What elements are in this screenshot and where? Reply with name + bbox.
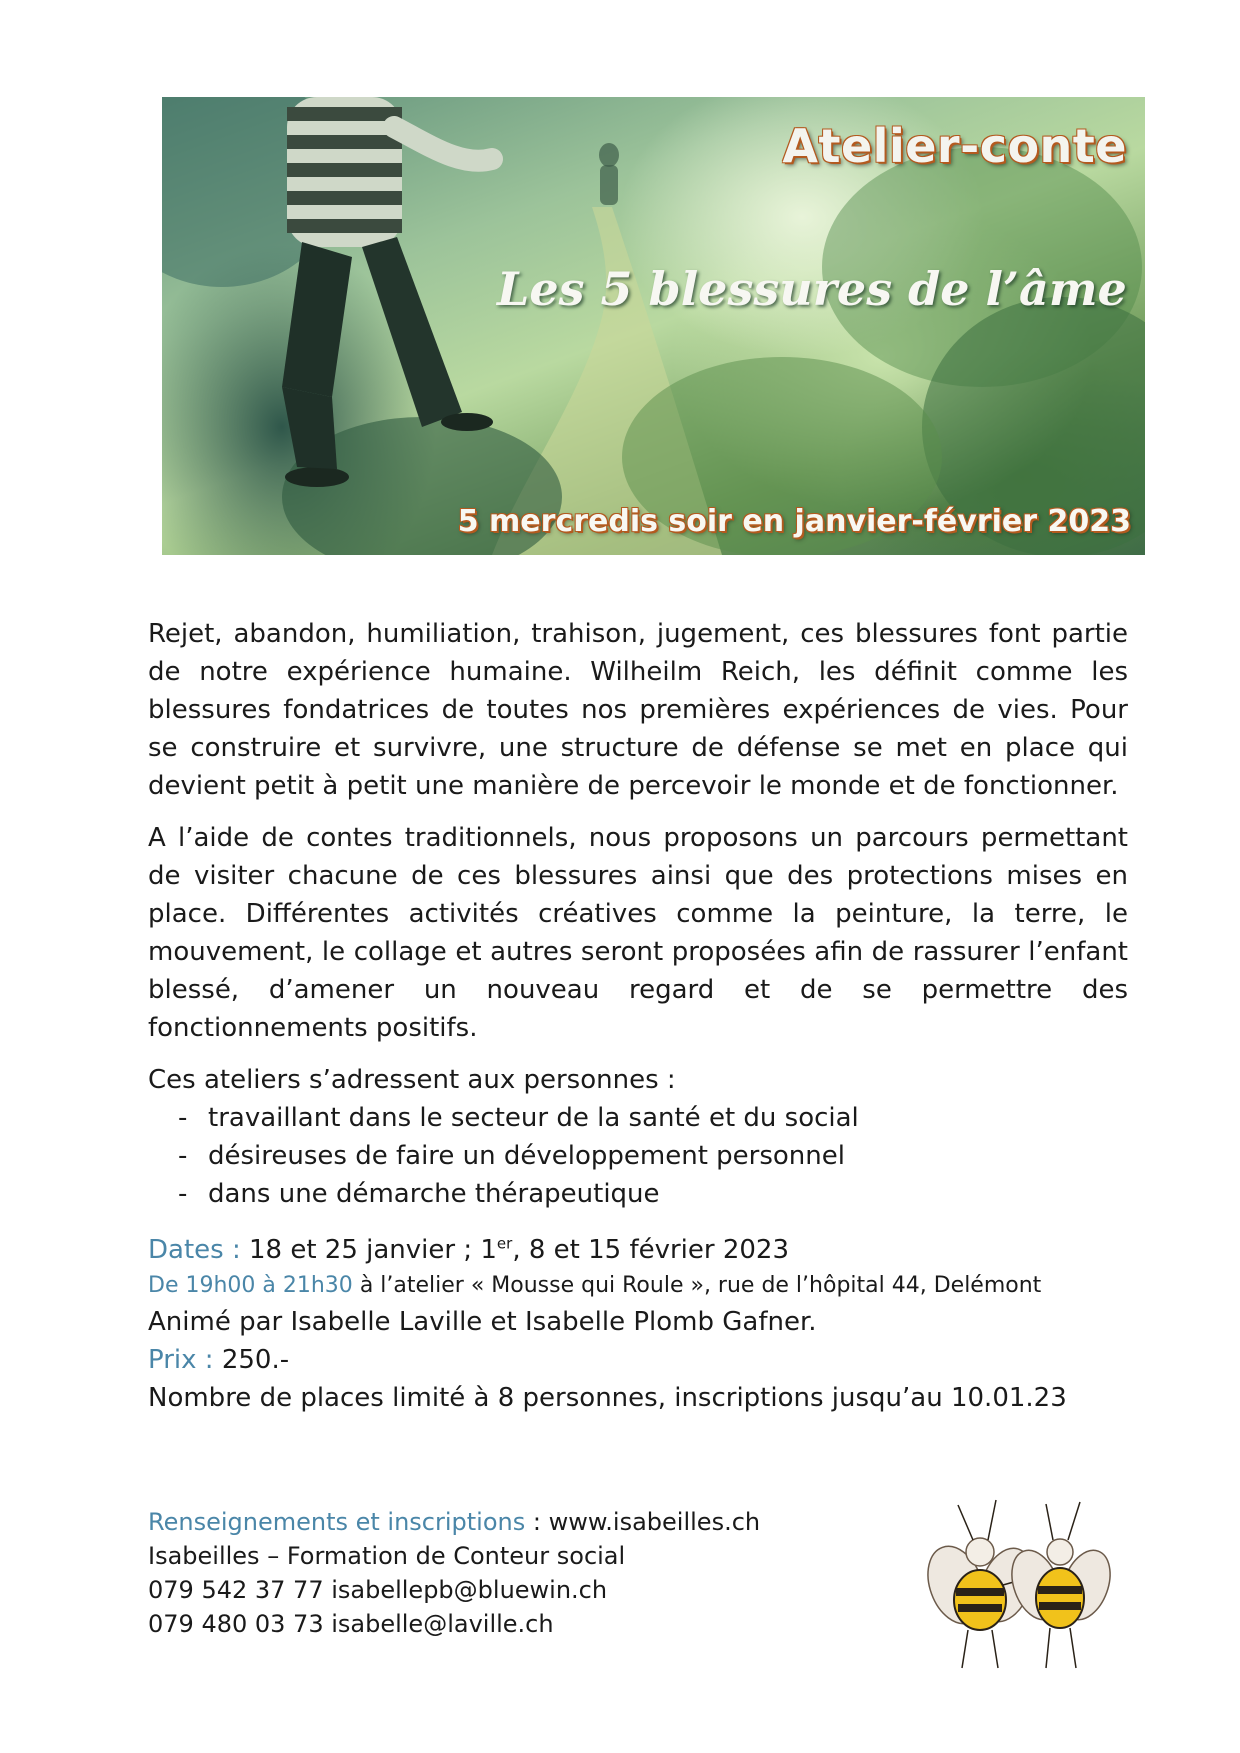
banner-subtitle: Les 5 blessures de l’âme: [497, 262, 1127, 316]
intro-paragraph-1: Rejet, abandon, humiliation, trahison, jugement, ces blessures font partie de notre expérience humaine. Wilheilm Reich, les définit comme les blessures fondatrices de toutes nos premières expériences de vies. Pour se construire et survivre, une structure de défense se met en place qui devient petit à petit une manière de percevoir le monde et de fonctionner.: [148, 619, 1128, 801]
intro-paragraph-2: A l’aide de contes traditionnels, nous proposons un parcours permettant de visiter chacune de ces blessures ainsi que des protections mises en place. Différentes activités créatives comme la peinture, la terre, le mouvement, le collage et autres seront proposées afin de rassurer l’enfant blessé, d’amener un nouveau regard et de se permettre des fonctionnements positifs.: [148, 823, 1128, 1043]
main-content: [148, 615, 1128, 1417]
bees-illustration: [918, 1490, 1118, 1680]
time-venue-line: [148, 1269, 1128, 1303]
contact-line-2: 079 480 03 73 isabelle@laville.ch: [148, 1610, 554, 1638]
dates-part1: 18 et 25 janvier ; 1: [248, 1235, 497, 1265]
event-details: [148, 1231, 1128, 1417]
dates-superscript: er: [496, 1234, 513, 1253]
price-line: [148, 1341, 1128, 1379]
website-link[interactable]: : www.isabeilles.ch: [532, 1508, 761, 1536]
organization: Isabeilles – Formation de Conteur social: [148, 1542, 626, 1570]
banner-schedule: 5 mercredis soir en janvier-février 2023: [457, 504, 1131, 539]
time-label: De 19h00 à 21h30: [148, 1273, 353, 1298]
banner-title: Atelier-conte: [782, 119, 1127, 173]
contact-line-1: 079 542 37 77 isabellepb@bluewin.ch: [148, 1576, 608, 1604]
contact-label: Renseignements et inscriptions: [148, 1508, 526, 1536]
dates-part2: , 8 et 15 février 2023: [512, 1235, 790, 1265]
contact-header: [148, 1505, 908, 1539]
audience-list: [148, 1099, 1128, 1213]
venue: à l’atelier « Mousse qui Roule », rue de l’hôpital 44, Delémont: [359, 1273, 1042, 1298]
dates-line: [148, 1231, 1128, 1269]
hosts-line: Animé par Isabelle Laville et Isabelle Plomb Gafner.: [148, 1307, 817, 1337]
bee-right-icon: [1003, 1502, 1118, 1668]
price-label: Prix :: [148, 1345, 214, 1375]
places-line: Nombre de places limité à 8 personnes, inscriptions jusqu’au 10.01.23: [148, 1383, 1067, 1413]
price-value: 250.-: [221, 1345, 290, 1375]
contact-block: [148, 1505, 908, 1641]
dates-label: Dates :: [148, 1235, 241, 1265]
list-item: - désireuses de faire un développement personnel: [148, 1137, 1128, 1175]
list-item: - dans une démarche thérapeutique: [148, 1175, 1128, 1213]
audience-heading: Ces ateliers s’adressent aux personnes :: [148, 1065, 676, 1095]
list-item: - travaillant dans le secteur de la santé et du social: [148, 1099, 1128, 1137]
header-banner: [162, 97, 1145, 555]
